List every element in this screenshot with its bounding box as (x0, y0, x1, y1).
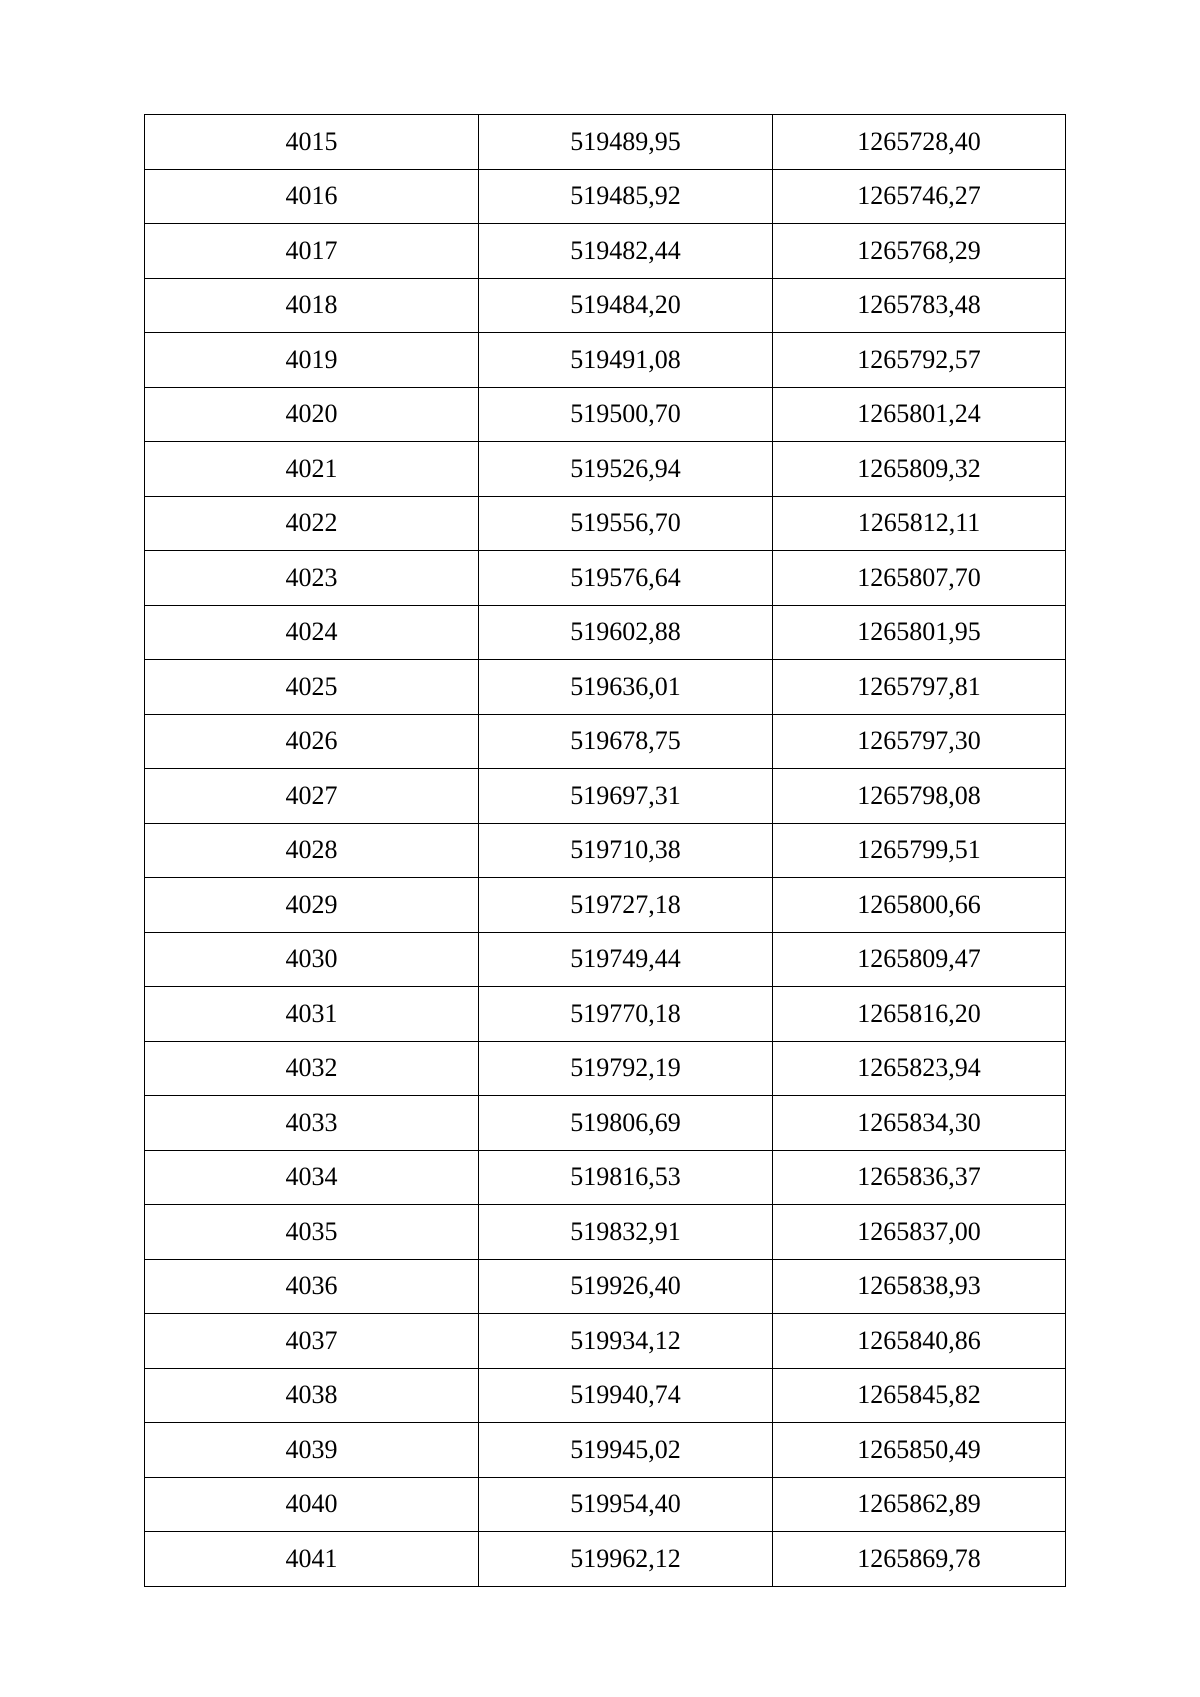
y-coordinate-cell: 1265797,30 (773, 714, 1066, 769)
y-coordinate-cell: 1265812,11 (773, 496, 1066, 551)
x-coordinate-cell: 519526,94 (479, 442, 773, 497)
point-number-cell: 4036 (145, 1259, 479, 1314)
point-number-cell: 4033 (145, 1096, 479, 1151)
point-number-cell: 4018 (145, 278, 479, 333)
table-row (145, 769, 1066, 824)
point-number-cell: 4027 (145, 769, 479, 824)
point-number-cell: 4015 (145, 115, 479, 170)
x-coordinate-cell: 519556,70 (479, 496, 773, 551)
table-row (145, 1041, 1066, 1096)
table-row (145, 278, 1066, 333)
coordinates-table-body (145, 115, 1066, 1587)
table-row (145, 714, 1066, 769)
point-number-cell: 4037 (145, 1314, 479, 1369)
point-number-cell: 4024 (145, 605, 479, 660)
y-coordinate-cell: 1265809,32 (773, 442, 1066, 497)
x-coordinate-cell: 519954,40 (479, 1477, 773, 1532)
y-coordinate-cell: 1265783,48 (773, 278, 1066, 333)
point-number-cell: 4040 (145, 1477, 479, 1532)
x-coordinate-cell: 519934,12 (479, 1314, 773, 1369)
table-row (145, 1477, 1066, 1532)
table-row (145, 987, 1066, 1042)
table-row (145, 387, 1066, 442)
x-coordinate-cell: 519945,02 (479, 1423, 773, 1478)
point-number-cell: 4034 (145, 1150, 479, 1205)
y-coordinate-cell: 1265801,24 (773, 387, 1066, 442)
x-coordinate-cell: 519832,91 (479, 1205, 773, 1260)
y-coordinate-cell: 1265798,08 (773, 769, 1066, 824)
x-coordinate-cell: 519576,64 (479, 551, 773, 606)
point-number-cell: 4041 (145, 1532, 479, 1587)
x-coordinate-cell: 519727,18 (479, 878, 773, 933)
coordinates-table (144, 114, 1066, 1587)
point-number-cell: 4020 (145, 387, 479, 442)
x-coordinate-cell: 519500,70 (479, 387, 773, 442)
point-number-cell: 4038 (145, 1368, 479, 1423)
y-coordinate-cell: 1265845,82 (773, 1368, 1066, 1423)
point-number-cell: 4016 (145, 169, 479, 224)
point-number-cell: 4028 (145, 823, 479, 878)
y-coordinate-cell: 1265800,66 (773, 878, 1066, 933)
y-coordinate-cell: 1265837,00 (773, 1205, 1066, 1260)
x-coordinate-cell: 519678,75 (479, 714, 773, 769)
y-coordinate-cell: 1265838,93 (773, 1259, 1066, 1314)
table-row (145, 1532, 1066, 1587)
y-coordinate-cell: 1265807,70 (773, 551, 1066, 606)
y-coordinate-cell: 1265869,78 (773, 1532, 1066, 1587)
y-coordinate-cell: 1265816,20 (773, 987, 1066, 1042)
point-number-cell: 4019 (145, 333, 479, 388)
x-coordinate-cell: 519749,44 (479, 932, 773, 987)
x-coordinate-cell: 519482,44 (479, 224, 773, 279)
table-row (145, 1205, 1066, 1260)
table-row (145, 1096, 1066, 1151)
x-coordinate-cell: 519792,19 (479, 1041, 773, 1096)
x-coordinate-cell: 519816,53 (479, 1150, 773, 1205)
y-coordinate-cell: 1265768,29 (773, 224, 1066, 279)
table-row (145, 605, 1066, 660)
table-row (145, 442, 1066, 497)
x-coordinate-cell: 519770,18 (479, 987, 773, 1042)
point-number-cell: 4030 (145, 932, 479, 987)
y-coordinate-cell: 1265834,30 (773, 1096, 1066, 1151)
y-coordinate-cell: 1265801,95 (773, 605, 1066, 660)
point-number-cell: 4023 (145, 551, 479, 606)
table-row (145, 551, 1066, 606)
point-number-cell: 4026 (145, 714, 479, 769)
point-number-cell: 4029 (145, 878, 479, 933)
table-row (145, 333, 1066, 388)
y-coordinate-cell: 1265840,86 (773, 1314, 1066, 1369)
point-number-cell: 4031 (145, 987, 479, 1042)
y-coordinate-cell: 1265836,37 (773, 1150, 1066, 1205)
point-number-cell: 4021 (145, 442, 479, 497)
point-number-cell: 4017 (145, 224, 479, 279)
y-coordinate-cell: 1265728,40 (773, 115, 1066, 170)
table-row (145, 1259, 1066, 1314)
y-coordinate-cell: 1265862,89 (773, 1477, 1066, 1532)
y-coordinate-cell: 1265823,94 (773, 1041, 1066, 1096)
x-coordinate-cell: 519940,74 (479, 1368, 773, 1423)
x-coordinate-cell: 519602,88 (479, 605, 773, 660)
table-row (145, 169, 1066, 224)
table-row (145, 1150, 1066, 1205)
table-row (145, 496, 1066, 551)
table-row (145, 115, 1066, 170)
point-number-cell: 4032 (145, 1041, 479, 1096)
y-coordinate-cell: 1265792,57 (773, 333, 1066, 388)
y-coordinate-cell: 1265799,51 (773, 823, 1066, 878)
y-coordinate-cell: 1265797,81 (773, 660, 1066, 715)
table-row (145, 932, 1066, 987)
x-coordinate-cell: 519962,12 (479, 1532, 773, 1587)
y-coordinate-cell: 1265850,49 (773, 1423, 1066, 1478)
x-coordinate-cell: 519697,31 (479, 769, 773, 824)
table-row (145, 823, 1066, 878)
table-row (145, 1423, 1066, 1478)
x-coordinate-cell: 519485,92 (479, 169, 773, 224)
x-coordinate-cell: 519806,69 (479, 1096, 773, 1151)
table-row (145, 1314, 1066, 1369)
x-coordinate-cell: 519491,08 (479, 333, 773, 388)
y-coordinate-cell: 1265746,27 (773, 169, 1066, 224)
x-coordinate-cell: 519710,38 (479, 823, 773, 878)
point-number-cell: 4025 (145, 660, 479, 715)
x-coordinate-cell: 519484,20 (479, 278, 773, 333)
point-number-cell: 4035 (145, 1205, 479, 1260)
table-row (145, 224, 1066, 279)
x-coordinate-cell: 519489,95 (479, 115, 773, 170)
table-row (145, 1368, 1066, 1423)
x-coordinate-cell: 519926,40 (479, 1259, 773, 1314)
table-row (145, 878, 1066, 933)
table-row (145, 660, 1066, 715)
y-coordinate-cell: 1265809,47 (773, 932, 1066, 987)
x-coordinate-cell: 519636,01 (479, 660, 773, 715)
point-number-cell: 4022 (145, 496, 479, 551)
point-number-cell: 4039 (145, 1423, 479, 1478)
